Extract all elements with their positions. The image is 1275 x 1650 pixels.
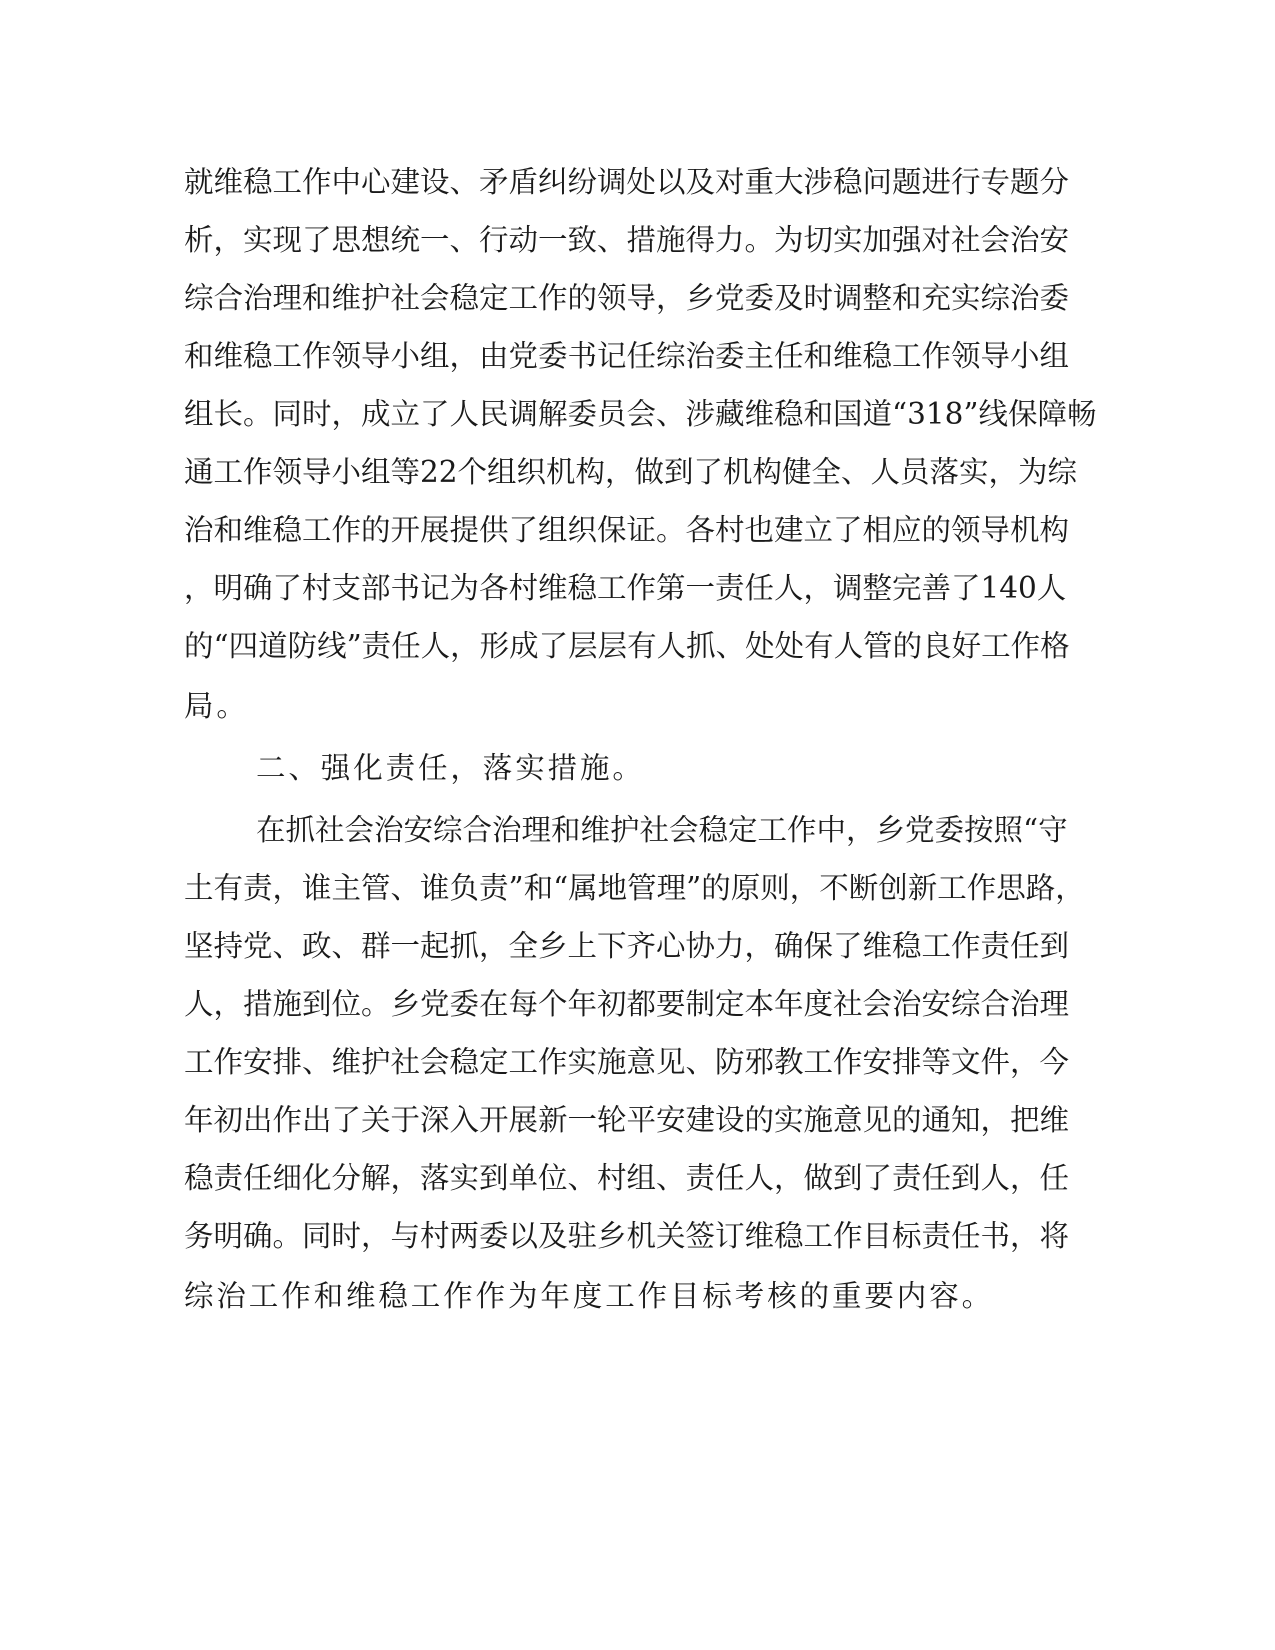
paragraph-line: 就维稳工作中心建设、矛盾纠纷调处以及对重大涉稳问题进行专题分	[184, 165, 1070, 199]
paragraph-line: 通工作领导小组等22个组织机构，做到了机构健全、人员落实，为综	[184, 455, 1078, 489]
paragraph-line: 组长。同时，成立了人民调解委员会、涉藏维稳和国道“318”线保障畅	[184, 397, 1097, 431]
section-heading: 二、强化责任，落实措施。	[256, 751, 645, 785]
paragraph-line: 土有责，谁主管、谁负责”和“属地管理”的原则，不断创新工作思路，	[184, 871, 1085, 905]
paragraph-line: 年初出作出了关于深入开展新一轮平安建设的实施意见的通知，把维	[184, 1103, 1070, 1137]
paragraph-line: 析，实现了思想统一、行动一致、措施得力。为切实加强对社会治安	[184, 223, 1070, 257]
paragraph-line: 局。	[184, 689, 249, 723]
paragraph-line: ，明确了村支部书记为各村维稳工作第一责任人，调整完善了140人	[184, 571, 1067, 605]
paragraph-line: 综治工作和维稳工作作为年度工作目标考核的重要内容。	[184, 1279, 995, 1313]
paragraph-line: 综合治理和维护社会稳定工作的领导，乡党委及时调整和充实综治委	[184, 281, 1070, 315]
paragraph-line: 稳责任细化分解，落实到单位、村组、责任人，做到了责任到人，任	[184, 1161, 1070, 1195]
paragraph-line: 的“四道防线”责任人，形成了层层有人抓、处处有人管的良好工作格	[184, 629, 1070, 663]
paragraph-line: 和维稳工作领导小组，由党委书记任综治委主任和维稳工作领导小组	[184, 339, 1070, 373]
paragraph-line: 坚持党、政、群一起抓，全乡上下齐心协力，确保了维稳工作责任到	[184, 929, 1070, 963]
paragraph-line: 人，措施到位。乡党委在每个年初都要制定本年度社会治安综合治理	[184, 987, 1070, 1021]
paragraph-line: 务明确。同时，与村两委以及驻乡机关签订维稳工作目标责任书，将	[184, 1219, 1070, 1253]
paragraph-line: 治和维稳工作的开展提供了组织保证。各村也建立了相应的领导机构	[184, 513, 1070, 547]
paragraph-line: 在抓社会治安综合治理和维护社会稳定工作中，乡党委按照“守	[256, 813, 1068, 847]
paragraph-line: 工作安排、维护社会稳定工作实施意见、防邪教工作安排等文件，今	[184, 1045, 1070, 1079]
